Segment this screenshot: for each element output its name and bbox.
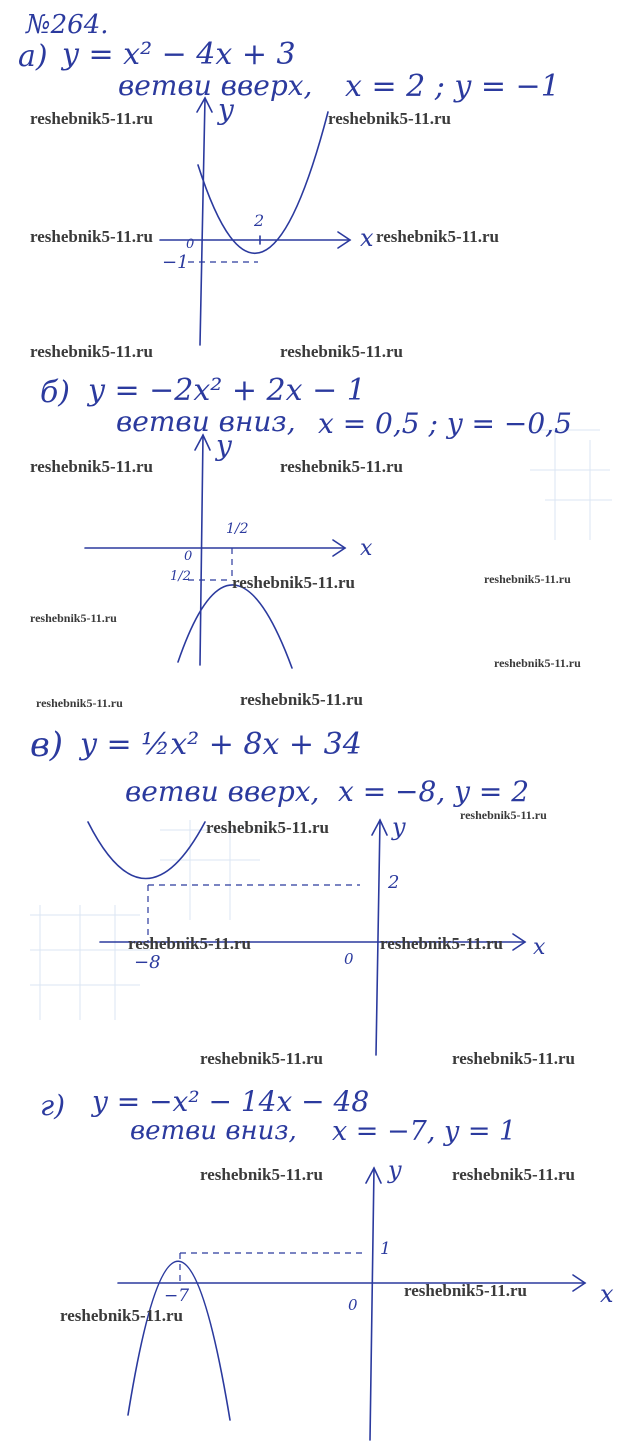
part-v-tick-y-label: 2: [388, 872, 400, 893]
part-b-equation: y = −2x² + 2x − 1: [88, 373, 366, 408]
part-g-label: г): [40, 1089, 66, 1122]
part-g-axis-x-label: x: [600, 1280, 614, 1308]
watermark: reshebnik5-11.ru: [460, 808, 547, 822]
part-g-axis-y-label: y: [388, 1156, 402, 1184]
part-b-origin: 0: [184, 549, 193, 564]
watermark: reshebnik5-11.ru: [30, 227, 153, 246]
part-v-vertex: x = −8, y = 2: [338, 775, 530, 808]
watermark: reshebnik5-11.ru: [30, 457, 153, 476]
watermark: reshebnik5-11.ru: [240, 690, 363, 709]
part-g-equation: y = −x² − 14x − 48: [92, 1085, 370, 1118]
watermark: reshebnik5-11.ru: [452, 1165, 575, 1184]
watermark: reshebnik5-11.ru: [380, 934, 503, 953]
watermark: reshebnik5-11.ru: [30, 611, 117, 625]
part-v-description: ветви вверх,: [125, 775, 320, 808]
part-v-axis-x-label: x: [533, 935, 546, 960]
watermark: reshebnik5-11.ru: [404, 1281, 527, 1300]
watermark: reshebnik5-11.ru: [452, 1049, 575, 1068]
part-b-axis-y-label: y: [216, 429, 232, 462]
part-b-tick-x-label: 1/2: [226, 521, 249, 537]
part-a-equation: y = x² − 4x + 3: [62, 37, 296, 72]
part-b-description: ветви вниз,: [116, 405, 296, 438]
part-v-label: в): [30, 725, 64, 765]
part-a-tick-x-label: 2: [254, 211, 265, 230]
part-v-equation: y = ½x² + 8x + 34: [80, 727, 362, 762]
watermark: reshebnik5-11.ru: [494, 656, 581, 670]
watermark: reshebnik5-11.ru: [280, 457, 403, 476]
part-g-tick-y-label: 1: [380, 1239, 391, 1259]
watermark: reshebnik5-11.ru: [200, 1049, 323, 1068]
part-g-tick-x-label: −7: [164, 1286, 190, 1306]
part-a-label: а): [18, 39, 48, 74]
part-a-description: ветви вверх,: [118, 69, 313, 102]
part-a-axis-y-label: y: [218, 93, 234, 126]
part-g-vertex: x = −7, y = 1: [332, 1116, 517, 1147]
watermark: reshebnik5-11.ru: [200, 1165, 323, 1184]
watermark: reshebnik5-11.ru: [60, 1306, 183, 1325]
watermark: reshebnik5-11.ru: [30, 342, 153, 361]
watermark: reshebnik5-11.ru: [30, 109, 153, 128]
part-a-tick-y-label: −1: [162, 252, 189, 273]
part-a-origin: 0: [186, 237, 195, 252]
watermark: reshebnik5-11.ru: [206, 818, 329, 837]
part-b-label: б): [40, 375, 71, 410]
part-v-axis-y-label: y: [392, 813, 406, 841]
part-g-description: ветви вниз,: [130, 1116, 297, 1146]
part-g-y-axis: [370, 1168, 374, 1440]
part-b-axis-x-label: x: [360, 536, 373, 561]
watermark: reshebnik5-11.ru: [232, 573, 355, 592]
watermark: reshebnik5-11.ru: [36, 696, 123, 710]
watermark: reshebnik5-11.ru: [328, 109, 451, 128]
part-a-axis-x-label: x: [360, 224, 374, 252]
part-a-vertex: x = 2 ; y = −1: [345, 69, 560, 104]
problem-number: №264.: [26, 10, 109, 40]
watermark: reshebnik5-11.ru: [280, 342, 403, 361]
part-v-tick-x-label: −8: [134, 952, 161, 973]
watermark: reshebnik5-11.ru: [376, 227, 499, 246]
part-g-origin: 0: [348, 1296, 358, 1314]
part-b-tick-y-label: 1/2: [170, 569, 191, 584]
part-b-vertex: x = 0,5 ; y = −0,5: [318, 407, 572, 440]
part-v-origin: 0: [344, 950, 354, 968]
watermark: reshebnik5-11.ru: [484, 572, 571, 586]
watermark: reshebnik5-11.ru: [128, 934, 251, 953]
